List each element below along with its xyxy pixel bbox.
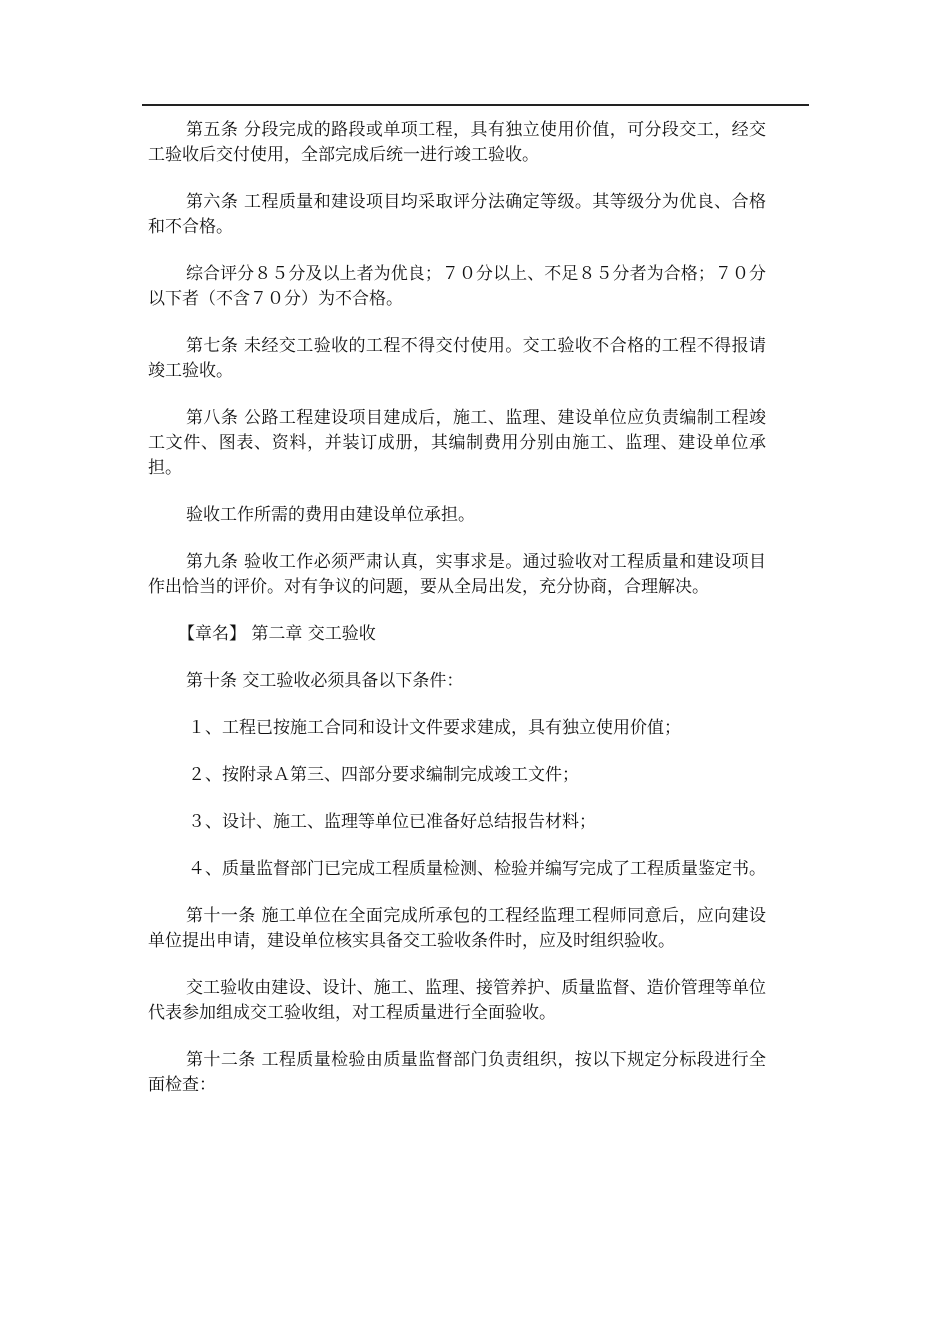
article-9: 第九条 验收工作必须严肃认真，实事求是。通过验收对工程质量和建设项目作出恰当的评价。对有争议的问题，要从全局出发，充分协商，合理解决。 (148, 552, 766, 597)
scoring-rule: 综合评分８５分及以上者为优良；７０分以上、不足８５分者为合格；７０分以下者（不含７０分）为不合格。 (148, 264, 766, 309)
article-10: 第十条 交工验收必须具备以下条件： (186, 671, 464, 691)
document-body (148, 118, 766, 1120)
condition-item-4: ４、质量监督部门已完成工程质量检测、检验并编写完成了工程质量鉴定书。 (188, 859, 766, 879)
article-8: 第八条 公路工程建设项目建成后，施工、监理、建设单位应负责编制工程竣工文件、图表、资料，并装订成册，其编制费用分别由施工、监理、建设单位承担。 (148, 408, 766, 478)
article-11: 第十一条 施工单位在全面完成所承包的工程经监理工程师同意后，应向建设单位提出申请，建设单位核实具备交工验收条件时，应及时组织验收。 (148, 906, 766, 951)
header-rule (142, 104, 809, 106)
acceptance-group: 交工验收由建设、设计、施工、监理、接管养护、质量监督、造价管理等单位代表参加组成交工验收组，对工程质量进行全面验收。 (148, 978, 766, 1023)
article-5: 第五条 分段完成的路段或单项工程，具有独立使用价值，可分段交工，经交工验收后交付使用，全部完成后统一进行竣工验收。 (148, 120, 766, 165)
condition-item-2: ２、按附录Ａ第三、四部分要求编制完成竣工文件； (188, 765, 579, 785)
condition-item-3: ３、设计、施工、监理等单位已准备好总结报告材料； (188, 812, 596, 832)
chapter-heading: 【章名】 第二章 交工验收 (178, 624, 376, 644)
article-6: 第六条 工程质量和建设项目均采取评分法确定等级。其等级分为优良、合格和不合格。 (148, 192, 766, 237)
condition-item-1: １、工程已按施工合同和设计文件要求建成，具有独立使用价值； (188, 718, 681, 738)
article-12: 第十二条 工程质量检验由质量监督部门负责组织，按以下规定分标段进行全面检查： (148, 1050, 766, 1095)
article-7: 第七条 未经交工验收的工程不得交付使用。交工验收不合格的工程不得报请竣工验收。 (148, 336, 766, 381)
cost-note: 验收工作所需的费用由建设单位承担。 (186, 505, 475, 525)
